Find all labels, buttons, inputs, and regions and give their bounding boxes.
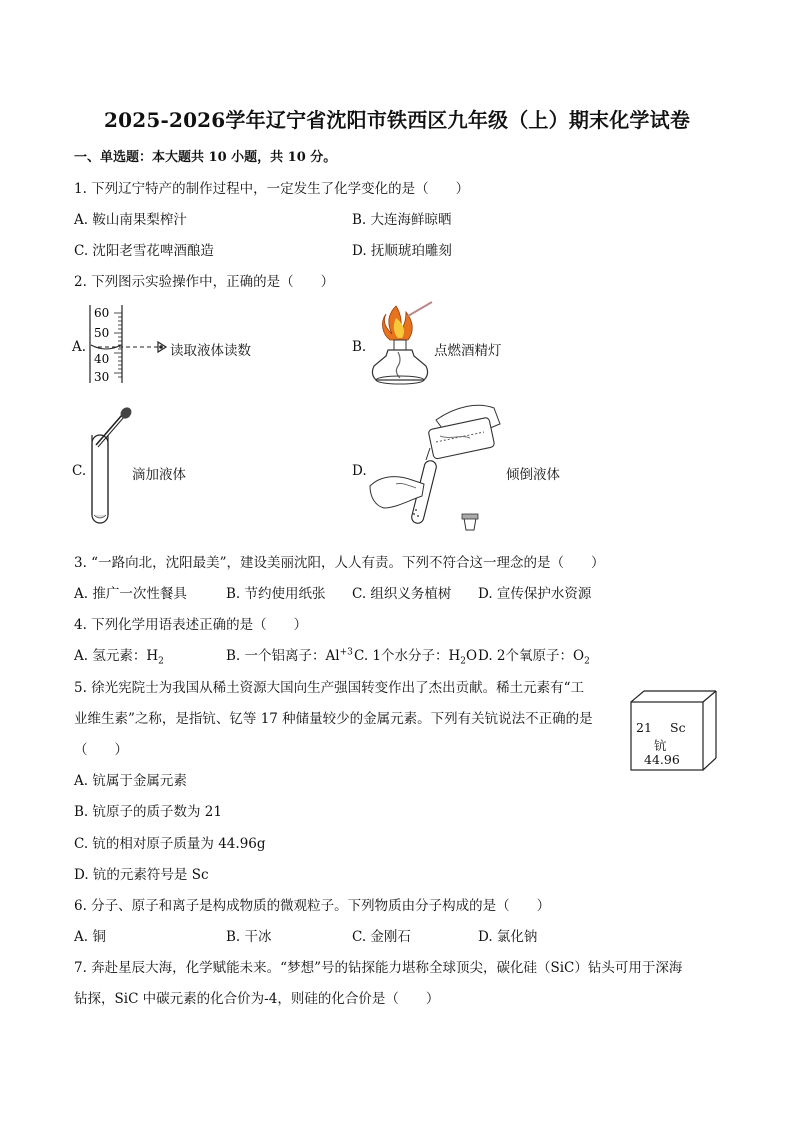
exam-title: 2025-2026学年辽宁省沈阳市铁西区九年级（上）期末化学试卷 xyxy=(103,108,691,132)
q1-option-a: A. 鞍山南果梨榨汁 xyxy=(74,212,187,228)
q3-option-d: D. 宣传保护水资源 xyxy=(478,586,592,602)
q6-option-b: B. 干冰 xyxy=(226,929,272,945)
q3-option-b: B. 节约使用纸张 xyxy=(226,586,326,602)
q5-stem-line3: （ ） xyxy=(74,742,128,758)
q1-option-d: D. 抚顺琥珀雕刻 xyxy=(352,243,452,259)
q5-stem-line2: 业维生素”之称，是指钪、钇等 17 种储量较少的金属元素。下列有关钪说法不正确的是 xyxy=(74,711,593,727)
graduated-cylinder-figure xyxy=(88,303,172,385)
element-atomic-mass: 44.96 xyxy=(644,752,680,767)
q6-option-c: C. 金刚石 xyxy=(352,929,411,945)
q4-option-a: A. 氢元素：$H_2$ xyxy=(74,648,164,667)
element-card-scandium xyxy=(630,690,718,772)
tick-label-50: 50 xyxy=(94,326,110,340)
q2-option-c-letter: C. xyxy=(72,463,87,479)
q6-stem: 6. 分子、原子和离子是构成物质的微观粒子。下列物质由分子构成的是（ ） xyxy=(74,898,551,914)
q2-option-d-letter: D. xyxy=(352,463,367,479)
element-atomic-number: 21 xyxy=(636,720,652,735)
q4-option-d: D. 2个氧原子：$O_2$ xyxy=(478,648,590,667)
q6-option-a: A. 铜 xyxy=(74,929,106,945)
q4-option-b: B. 一个铝离子：$Al^{+3}$ xyxy=(226,647,353,664)
dropper-test-tube-figure xyxy=(84,405,136,531)
q2-option-d-label: 倾倒液体 xyxy=(506,467,560,483)
q2-option-a-letter: A. xyxy=(72,339,87,355)
pouring-liquid-figure xyxy=(366,400,506,536)
q2-option-b-letter: B. xyxy=(352,339,367,355)
alcohol-lamp-figure xyxy=(368,300,434,388)
q1-stem: 1. 下列辽宁特产的制作过程中，一定发生了化学变化的是（ ） xyxy=(74,181,470,197)
q3-option-c: C. 组织义务植树 xyxy=(352,586,452,602)
tick-label-30: 30 xyxy=(94,370,110,384)
q2-stem: 2. 下列图示实验操作中，正确的是（ ） xyxy=(74,274,335,290)
q5-option-a: A. 钪属于金属元素 xyxy=(74,773,187,789)
q4-stem: 4. 下列化学用语表述正确的是（ ） xyxy=(74,617,308,633)
q7-stem-line1: 7. 奔赴星辰大海，化学赋能未来。“梦想”号的钻探能力堪称全球顶尖，碳化硅（SiC）钻头可用于深海 xyxy=(74,960,683,976)
section-heading: 一、单选题：本大题共 10 小题，共 10 分。 xyxy=(74,150,337,165)
q2-option-b-label: 点燃酒精灯 xyxy=(434,343,502,359)
q3-option-a: A. 推广一次性餐具 xyxy=(74,586,187,602)
q5-option-c: C. 钪的相对原子质量为 44.96g xyxy=(74,836,266,852)
q3-stem: 3. “一路向北，沈阳最美”，建设美丽沈阳，人人有责。下列不符合这一理念的是（ ） xyxy=(74,555,605,571)
q5-stem-line1: 5. 徐光宪院士为我国从稀土资源大国向生产强国转变作出了杰出贡献。稀土元素有“工 xyxy=(74,680,585,696)
q1-option-b: B. 大连海鲜晾晒 xyxy=(352,212,452,228)
tick-label-60: 60 xyxy=(94,306,110,320)
q4-option-c: C. 1个水分子：$H_2O$ xyxy=(354,648,478,667)
tick-label-40: 40 xyxy=(94,352,110,366)
q2-option-c-label: 滴加液体 xyxy=(132,467,186,483)
q5-option-b: B. 钪原子的质子数为 21 xyxy=(74,804,222,820)
q7-stem-line2: 钻探，SiC 中碳元素的化合价为-4，则硅的化合价是（ ） xyxy=(74,991,440,1007)
element-name: 钪 xyxy=(654,738,667,753)
q1-option-c: C. 沈阳老雪花啤酒酿造 xyxy=(74,243,214,259)
q5-option-d: D. 钪的元素符号是 Sc xyxy=(74,867,209,883)
element-symbol: Sc xyxy=(670,720,686,735)
q2-option-a-label: 读取液体读数 xyxy=(170,343,251,359)
q6-option-d: D. 氯化钠 xyxy=(478,929,538,945)
